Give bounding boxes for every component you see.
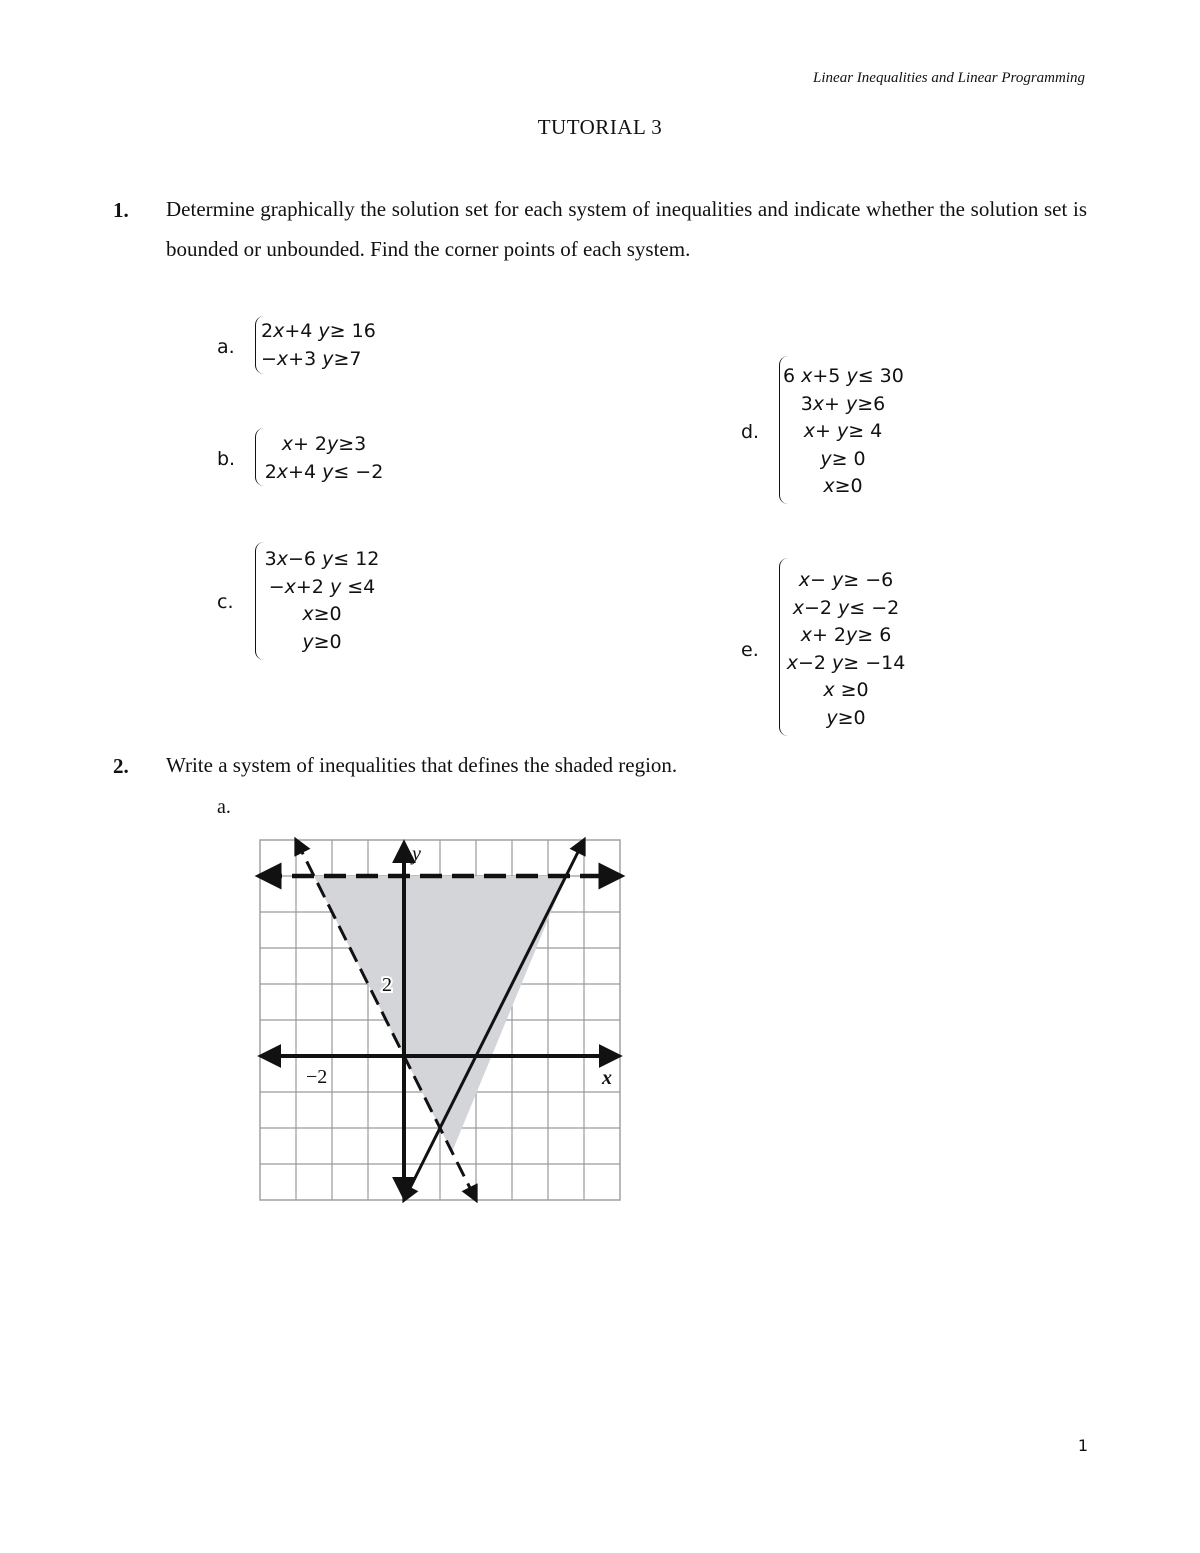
question-1-text: Determine graphically the solution set for each system of inequalities and indicate whether the solution set is bounded or unbounded. Find the corner points of each system.: [166, 197, 1087, 261]
shaded-region-graph: [250, 830, 635, 1210]
system-c-line-4: y≥0: [302, 630, 342, 653]
system-d-line-5: x≥0: [823, 475, 863, 497]
system-e-line-2: x−2 y≤ −2: [792, 596, 900, 619]
page-number: 1: [1077, 1436, 1088, 1455]
system-b: [261, 431, 387, 486]
system-c: [261, 546, 383, 656]
shaded-region: [314, 876, 566, 1152]
x-axis-label: x: [602, 1067, 612, 1089]
question-1-number: 1.: [113, 198, 129, 222]
system-c-line-1: 3x−6 y≤ 12: [264, 548, 380, 570]
system-d-line-4: y≥ 0: [820, 447, 866, 470]
system-c-label: c.: [217, 591, 234, 613]
question-2-part-label: a.: [217, 796, 231, 818]
system-e-line-4: x−2 y≥ −14: [786, 651, 906, 674]
question-2-text: Write a system of inequalities that defines the shaded region.: [166, 753, 678, 777]
system-a-line-2: −x+3 y≥7: [261, 347, 362, 370]
running-header: Linear Inequalities and Linear Programming: [813, 70, 1085, 86]
system-a-label: a.: [217, 336, 235, 358]
system-e: [783, 567, 909, 732]
system-d-line-3: x+ y≥ 4: [803, 420, 883, 442]
system-d-line-1: 6 x+5 y≤ 30: [783, 365, 904, 387]
question-2-number: 2.: [113, 754, 129, 778]
page-title: TUTORIAL 3: [537, 115, 663, 139]
system-e-line-3: x+ 2y≥ 6: [800, 624, 892, 646]
system-d: [783, 363, 903, 501]
system-a-line-1: 2x+4 y≥ 16: [261, 320, 376, 342]
system-e-line-5: x ≥0: [823, 679, 869, 701]
system-d-line-2: 3x+ y≥6: [800, 392, 886, 415]
system-c-line-2: −x+2 y ≤4: [268, 575, 376, 598]
system-b-line-1: x+ 2y≥3: [281, 433, 367, 455]
system-e-line-6: y≥0: [826, 706, 866, 729]
y-axis-label: y: [412, 843, 421, 865]
system-d-label: d.: [741, 421, 760, 443]
system-a: [261, 318, 376, 373]
system-e-label: e.: [741, 639, 759, 661]
tick-x-label: −2: [306, 1066, 328, 1088]
system-e-line-1: x− y≥ −6: [798, 569, 894, 591]
tick-y-label: 2: [382, 974, 392, 996]
system-b-label: b.: [217, 448, 236, 470]
system-b-line-2: 2x+4 y≤ −2: [264, 460, 384, 483]
system-c-line-3: x≥0: [302, 603, 342, 625]
